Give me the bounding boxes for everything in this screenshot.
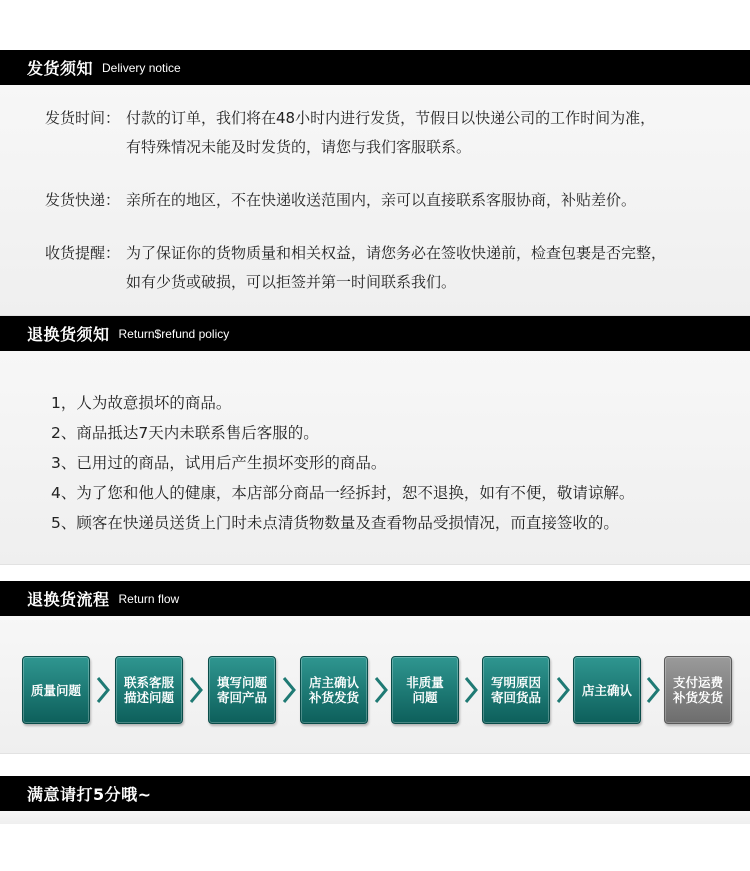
delivery-item-label: 收货提醒： [45,244,121,262]
policy-item: 2、商品抵达7天内未联系售后客服的。 [51,424,319,442]
flow-step-line: 支付运费 [672,675,723,690]
policy-item: 4、为了您和他人的健康，本店部分商品一经拆封，恕不退换，如有不便，敬请谅解。 [51,484,635,502]
flow-step-line: 描述问题 [123,690,174,705]
delivery-title: 发货须知 [27,59,94,78]
flow-step-line: 问题 [412,690,438,705]
delivery-item-label: 发货时间： [45,109,121,127]
flow-step [300,656,368,724]
flow-step-line: 店主确认 [581,682,632,698]
delivery-item-line: 有特殊情况未能及时发货的，请您与我们客服联系。 [126,138,472,156]
rating-title: 满意请打5分哦~ [27,785,152,804]
flow-step-line: 填写问题 [216,675,267,690]
flow-subtitle: Return flow [118,591,180,606]
flow-step [391,656,459,724]
chevron-right-icon [374,676,388,704]
flow-step [22,656,90,724]
flow-step-line: 补货发货 [672,690,723,705]
delivery-item-line: 亲所在的地区，不在快递收送范围内，亲可以直接联系客服协商，补贴差价。 [126,191,637,209]
delivery-header [0,50,750,85]
returns-subtitle: Return$refund policy [118,326,230,341]
returns-title: 退换货须知 [27,325,110,344]
rating-header [0,776,750,811]
flow-step-line: 非质量 [406,675,444,690]
flow-step-line: 联系客服 [123,675,174,690]
flow-step-line: 写明原因 [490,675,541,690]
rating-panel [0,811,750,824]
chevron-right-icon [646,676,660,704]
chevron-right-icon [556,676,570,704]
flow-step-final [664,656,732,724]
flow-title: 退换货流程 [27,590,110,609]
delivery-subtitle: Delivery notice [102,60,181,75]
delivery-item-line: 为了保证你的货物质量和相关权益，请您务必在签收快递前，检查包裹是否完整， [126,244,667,262]
delivery-item-label: 发货快递： [45,191,121,209]
flow-step [115,656,183,724]
policy-item: 1，人为故意损坏的商品。 [51,394,232,412]
flow-step-line: 补货发货 [308,690,359,705]
chevron-right-icon [282,676,296,704]
flow-step-line: 寄回货品 [490,690,541,705]
delivery-item-line: 如有少货或破损，可以拒签并第一时间联系我们。 [126,273,457,291]
flow-step [573,656,641,724]
delivery-item-line: 付款的订单，我们将在48小时内进行发货，节假日以快递公司的工作时间为准， [126,109,656,127]
chevron-right-icon [189,676,203,704]
flow-step-line: 店主确认 [308,675,359,690]
flow-step-line: 质量问题 [30,682,81,698]
chevron-right-icon [96,676,110,704]
flow-step [482,656,550,724]
flow-step-line: 寄回产品 [216,690,267,705]
chevron-right-icon [464,676,478,704]
returns-header [0,316,750,351]
flow-header [0,581,750,616]
returns-panel [0,351,750,565]
delivery-panel [0,85,750,316]
policy-item: 5、顾客在快递员送货上门时未点清货物数量及查看物品受损情况，而直接签收的。 [51,514,619,532]
policy-item: 3、已用过的商品，试用后产生损坏变形的商品。 [51,454,387,472]
flow-step [208,656,276,724]
